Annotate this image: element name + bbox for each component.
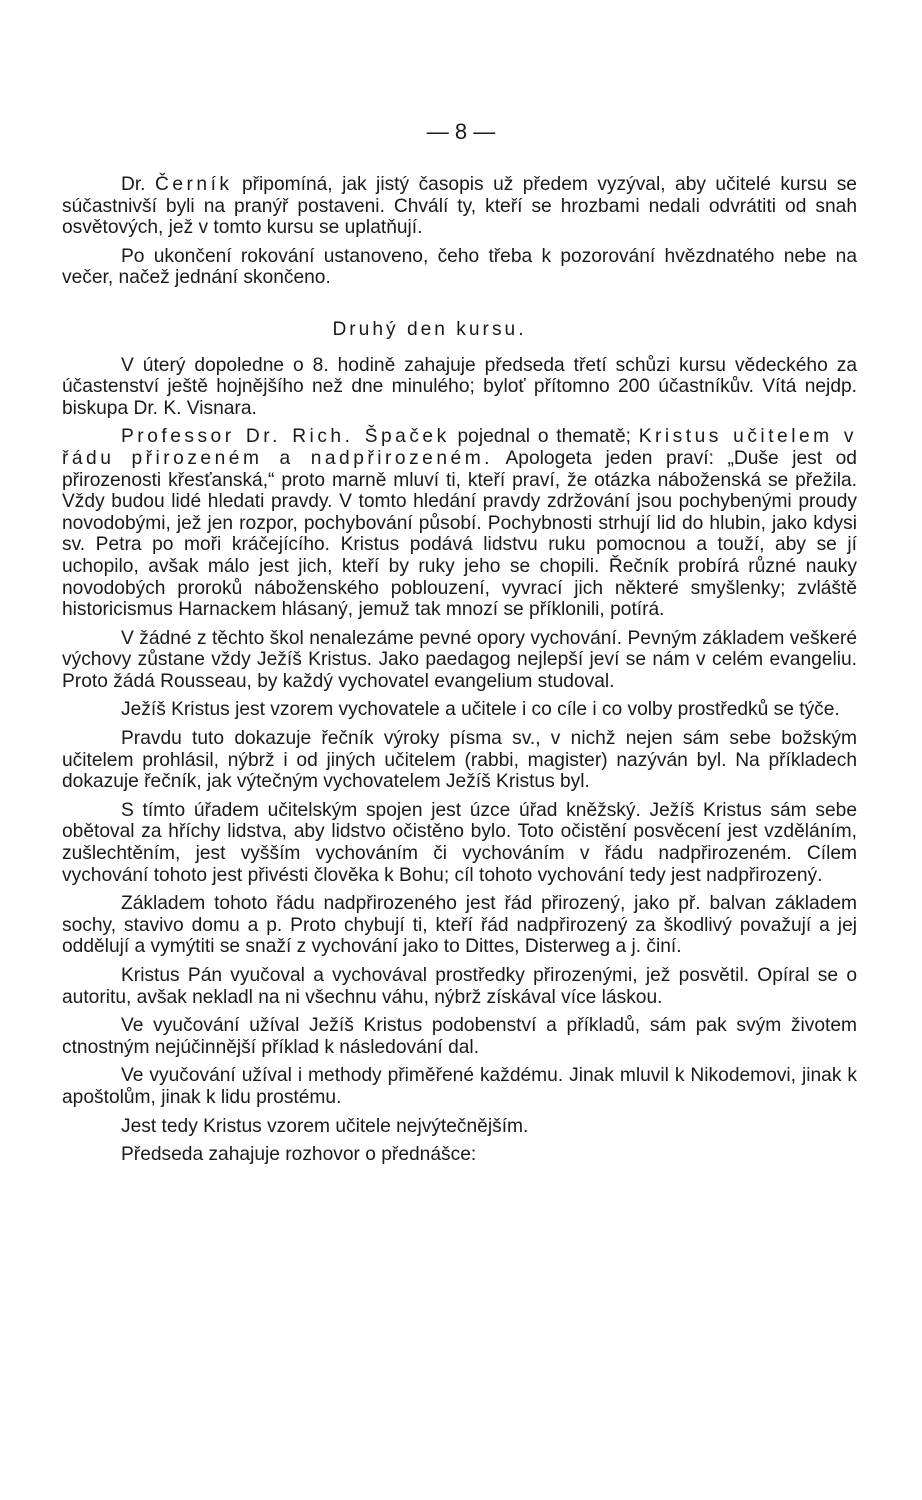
- section-heading: Druhý den kursu.: [332, 318, 527, 340]
- paragraph-lecture: [62, 426, 857, 620]
- paragraph-parables: Ve vyučování užíval Ježíš Kristus podobenství a příkladů, sám pak svým životem ctnostným nejúčinnější příklad k následování dal.: [62, 1015, 857, 1058]
- paragraph-scripture-proof: Pravdu tuto dokazuje řečník výroky písma sv., v nichž nejen sám sebe božským učitelem prohlásil, nýbrž i od jiných učitelem (rabbi, magister) nazýván byl. Na příkladech dokazuje řečník, jak výtečným vychovatelem Ježíš Kristus byl.: [62, 728, 857, 793]
- paragraph-cernik: [62, 174, 857, 239]
- paragraph-methods: Ve vyučování užíval i methody přiměřené každému. Jinak mluvil k Nikodemovi, jinak k apoštolům, jinak k lidu prostému.: [62, 1065, 857, 1108]
- paragraph-text: pojednal o thematě;: [449, 426, 639, 448]
- body-text: [62, 174, 857, 1173]
- paragraph-schools: V žádné z těchto škol nenalezáme pevné opory vychování. Pevným základem veškeré výchovy zůstane vždy Ježíš Kristus. Jako paedagog nejlepší jeví se nám v celém evangeliu. Proto žádá Rousseau, by každý vychovatel evangelium studoval.: [62, 627, 857, 692]
- paragraph-text: připomíná, jak jistý časopis už předem vyzýval, aby učitelé kursu se súčastnivší byli na pranýř postaveni. Chválí ty, kteří se hrozbami nedali odvrátiti od snah osvětových, jež v tomto kursu se uplatňují.: [62, 174, 857, 239]
- lecture-topic: Kristus učitelem v řádu přirozeném a nadpřirozeném.: [62, 426, 857, 469]
- paragraph-text: Apologeta jeden praví: „Duše jest od přirozenosti křesťanská,“ proto marně mluví ti, kteří praví, že otázka náboženská se přežila. Vždy budou lidé hledati pravdy. V tomto hledání pravdy zdržování jsou pochybenými proudy novodobými, jež jen rozpor, pochybování působí. Pochybnosti strhují lid do hlubin, jako kdysi sv. Petra po moři kráčejícího. Kristus podává lidstvu ruku pomocnou a touží, aby se jí uchopilo, avšak málo jest jich, kteří by ruky jeho se chopili. Řečník probírá různé nauky novodobých proroků náboženského poblouzení, vyvrací jich některé smyšlenky; zvláště historicismus Harnackem hlásaný, jemuž tak mnozí se příklonili, potírá.: [62, 447, 857, 621]
- paragraph-model-educator: Ježíš Kristus jest vzorem vychovatele a učitele i co cíle i co volby prostředků se týče.: [121, 699, 840, 721]
- title-prefix: Dr.: [121, 174, 155, 195]
- paragraph-closing-day-one: Po ukončení rokování ustanoveno, čeho třeba k pozorování hvězdnatého nebe na večer, načež jednání skončeno.: [62, 245, 857, 289]
- lecturer-name: Professor Dr. Rich. Špaček: [121, 426, 450, 448]
- page-number: — 8 —: [426, 119, 496, 144]
- speaker-name: Černík: [154, 174, 233, 195]
- paragraph-priestly-office: S tímto úřadem učitelským spojen jest úzce úřad kněžský. Ježíš Kristus sám sebe obětoval za hříchy lidstva, aby lidstvo očistěno bylo. Toto očistění posvěcení jest vzděláním, zušlechtěním, jest vyšším vychováním či vychováním v řádu nadpřirozeném. Cílem vychování tohoto jest přivésti člověka k Bohu; cíl tohoto vychování tedy jest nadpřirozený.: [62, 799, 857, 886]
- paragraph-natural-means: Kristus Pán vyučoval a vychovával prostředky přirozenými, jež posvětil. Opíral se o autoritu, avšak nekladl na ni všechnu váhu, nýbrž získával více láskou.: [62, 965, 857, 1008]
- paragraph-natural-order: Základem tohoto řádu nadpřirozeného jest řád přirozený, jako př. balvan základem sochy, stavivo domu a p. Proto chybují ti, kteří řád nadpřirozený za škodlivý považují a jej oddělují a vymýtiti se snaží z vychování jako to Dittes, Disterweg a j. činí.: [62, 893, 857, 958]
- paragraph-discussion: Předseda zahajuje rozhovor o přednášce:: [121, 1144, 477, 1166]
- paragraph-conclusion: Jest tedy Kristus vzorem učitele nejvýtečnějším.: [121, 1115, 529, 1137]
- paragraph-third-session: V úterý dopoledne o 8. hodině zahajuje předseda třetí schůzi kursu vědeckého za účastenství ještě hojnějšího než dne minulého; byloť přítomno 200 účastníkův. Vítá nejdp. biskupa Dr. K. Visnara.: [62, 354, 857, 419]
